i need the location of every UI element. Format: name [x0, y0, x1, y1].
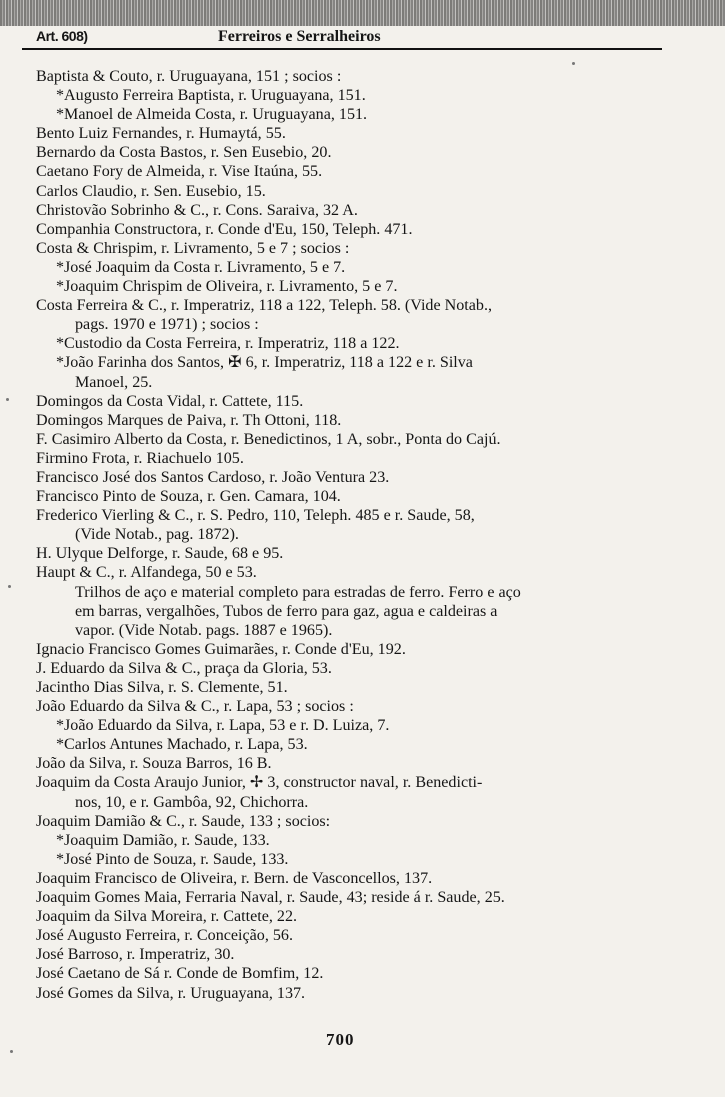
directory-entry-line: *Custodio da Costa Ferreira, r. Imperatriz, 118 a 122. — [56, 335, 400, 353]
directory-entry-line: Domingos Marques de Paiva, r. Th Ottoni, 118. — [36, 411, 342, 429]
directory-entry-line: *Joaquim Chrispim de Oliveira, r. Livramento, 5 e 7. — [56, 278, 398, 296]
directory-entry-line: Manoel, 25. — [75, 373, 153, 391]
directory-entries — [20, 67, 700, 1003]
directory-entry-line: *José Pinto de Souza, r. Saude, 133. — [56, 850, 289, 868]
directory-entry-line: Trilhos de aço e material completo para estradas de ferro. Ferro e aço — [75, 583, 521, 601]
scan-speck — [8, 585, 11, 588]
directory-entry-line: H. Ulyque Delforge, r. Saude, 68 e 95. — [36, 545, 284, 563]
directory-entry-line: Joaquim da Silva Moreira, r. Cattete, 22. — [36, 908, 298, 926]
scan-speck — [10, 1050, 13, 1053]
directory-entry-line: José Caetano de Sá r. Conde de Bomfim, 12. — [36, 965, 324, 983]
directory-entry-line: João da Silva, r. Souza Barros, 16 B. — [36, 755, 272, 773]
directory-entry-line: José Augusto Ferreira, r. Conceição, 56. — [36, 927, 293, 945]
directory-entry-line: nos, 10, e r. Gambôa, 92, Chichorra. — [75, 793, 309, 811]
directory-entry-line: Joaquim Francisco de Oliveira, r. Bern. de Vasconcellos, 137. — [36, 869, 433, 887]
directory-entry-line: João Eduardo da Silva & C., r. Lapa, 53 ; socios : — [36, 698, 354, 716]
directory-entry-line: pags. 1970 e 1971) ; socios : — [75, 316, 259, 334]
directory-entry-line: Joaquim da Costa Araujo Junior, ✢ 3, constructor naval, r. Benedicti- — [36, 774, 483, 792]
directory-entry-line: J. Eduardo da Silva & C., praça da Gloria, 53. — [36, 659, 332, 677]
article-number: Art. 608) — [36, 28, 88, 44]
directory-entry-line: Firmino Frota, r. Riachuelo 105. — [36, 449, 244, 467]
directory-entry-line: Costa Ferreira & C., r. Imperatriz, 118 a 122, Teleph. 58. (Vide Notab., — [36, 297, 493, 315]
directory-entry-line: Bernardo da Costa Bastos, r. Sen Eusebio, 20. — [36, 144, 332, 162]
directory-entry-line: vapor. (Vide Notab. pags. 1887 e 1965). — [75, 621, 333, 639]
directory-entry-line: Domingos da Costa Vidal, r. Cattete, 115. — [36, 392, 304, 410]
directory-entry-line: *Carlos Antunes Machado, r. Lapa, 53. — [56, 736, 308, 754]
scan-speck — [572, 62, 575, 65]
directory-entry-line: Costa & Chrispim, r. Livramento, 5 e 7 ; socios : — [36, 239, 350, 257]
directory-entry-line: Francisco José dos Santos Cardoso, r. João Ventura 23. — [36, 468, 390, 486]
directory-entry-line: Caetano Fory de Almeida, r. Vise Itaúna, 55. — [36, 163, 323, 181]
directory-entry-line: Carlos Claudio, r. Sen. Eusebio, 15. — [36, 182, 266, 200]
directory-entry-line: (Vide Notab., pag. 1872). — [75, 526, 239, 544]
page-header — [22, 26, 662, 50]
directory-entry-line: *Manoel de Almeida Costa, r. Uruguayana, 151. — [56, 106, 368, 124]
directory-entry-line: Frederico Vierling & C., r. S. Pedro, 110, Teleph. 485 e r. Saude, 58, — [36, 507, 475, 525]
directory-entry-line: Christovão Sobrinho & C., r. Cons. Saraiva, 32 A. — [36, 201, 358, 219]
directory-entry-line: *Joaquim Damião, r. Saude, 133. — [56, 831, 270, 849]
directory-entry-line: José Barroso, r. Imperatriz, 30. — [36, 946, 235, 964]
directory-entry-line: Joaquim Gomes Maia, Ferraria Naval, r. Saude, 43; reside á r. Saude, 25. — [36, 889, 505, 907]
directory-entry-line: *João Farinha dos Santos, ✠ 6, r. Imperatriz, 118 a 122 e r. Silva — [56, 354, 473, 372]
directory-entry-line: Bento Luiz Fernandes, r. Humaytá, 55. — [36, 125, 286, 143]
directory-entry-line: *João Eduardo da Silva, r. Lapa, 53 e r. D. Luiza, 7. — [56, 717, 390, 735]
directory-entry-line: Companhia Constructora, r. Conde d'Eu, 150, Teleph. 471. — [36, 220, 413, 238]
directory-entry-line: José Gomes da Silva, r. Uruguayana, 137. — [36, 984, 306, 1002]
page-number: 700 — [326, 1030, 355, 1049]
directory-entry-line: Jacintho Dias Silva, r. S. Clemente, 51. — [36, 679, 288, 696]
directory-entry-line: em barras, vergalhões, Tubos de ferro para gaz, agua e caldeiras a — [75, 602, 498, 620]
section-title: Ferreiros e Serralheiros — [218, 28, 381, 45]
directory-entry-line: Francisco Pinto de Souza, r. Gen. Camara, 104. — [36, 488, 341, 506]
directory-entry-line: Ignacio Francisco Gomes Guimarães, r. Conde d'Eu, 192. — [36, 640, 406, 658]
scan-edge-noise — [0, 0, 725, 26]
directory-entry-line: F. Casimiro Alberto da Costa, r. Benedictinos, 1 A, sobr., Ponta do Cajú. — [36, 430, 501, 448]
directory-entry-line: Haupt & C., r. Alfandega, 50 e 53. — [36, 564, 257, 582]
directory-entry-line: *Augusto Ferreira Baptista, r. Uruguayana, 151. — [56, 87, 366, 105]
directory-entry-line: Baptista & Couto, r. Uruguayana, 151 ; socios : — [36, 68, 342, 85]
scan-speck — [6, 398, 9, 401]
directory-entry-line: Joaquim Damião & C., r. Saude, 133 ; socios: — [36, 812, 331, 830]
directory-entry-line: *José Joaquim da Costa r. Livramento, 5 e 7. — [56, 258, 346, 276]
